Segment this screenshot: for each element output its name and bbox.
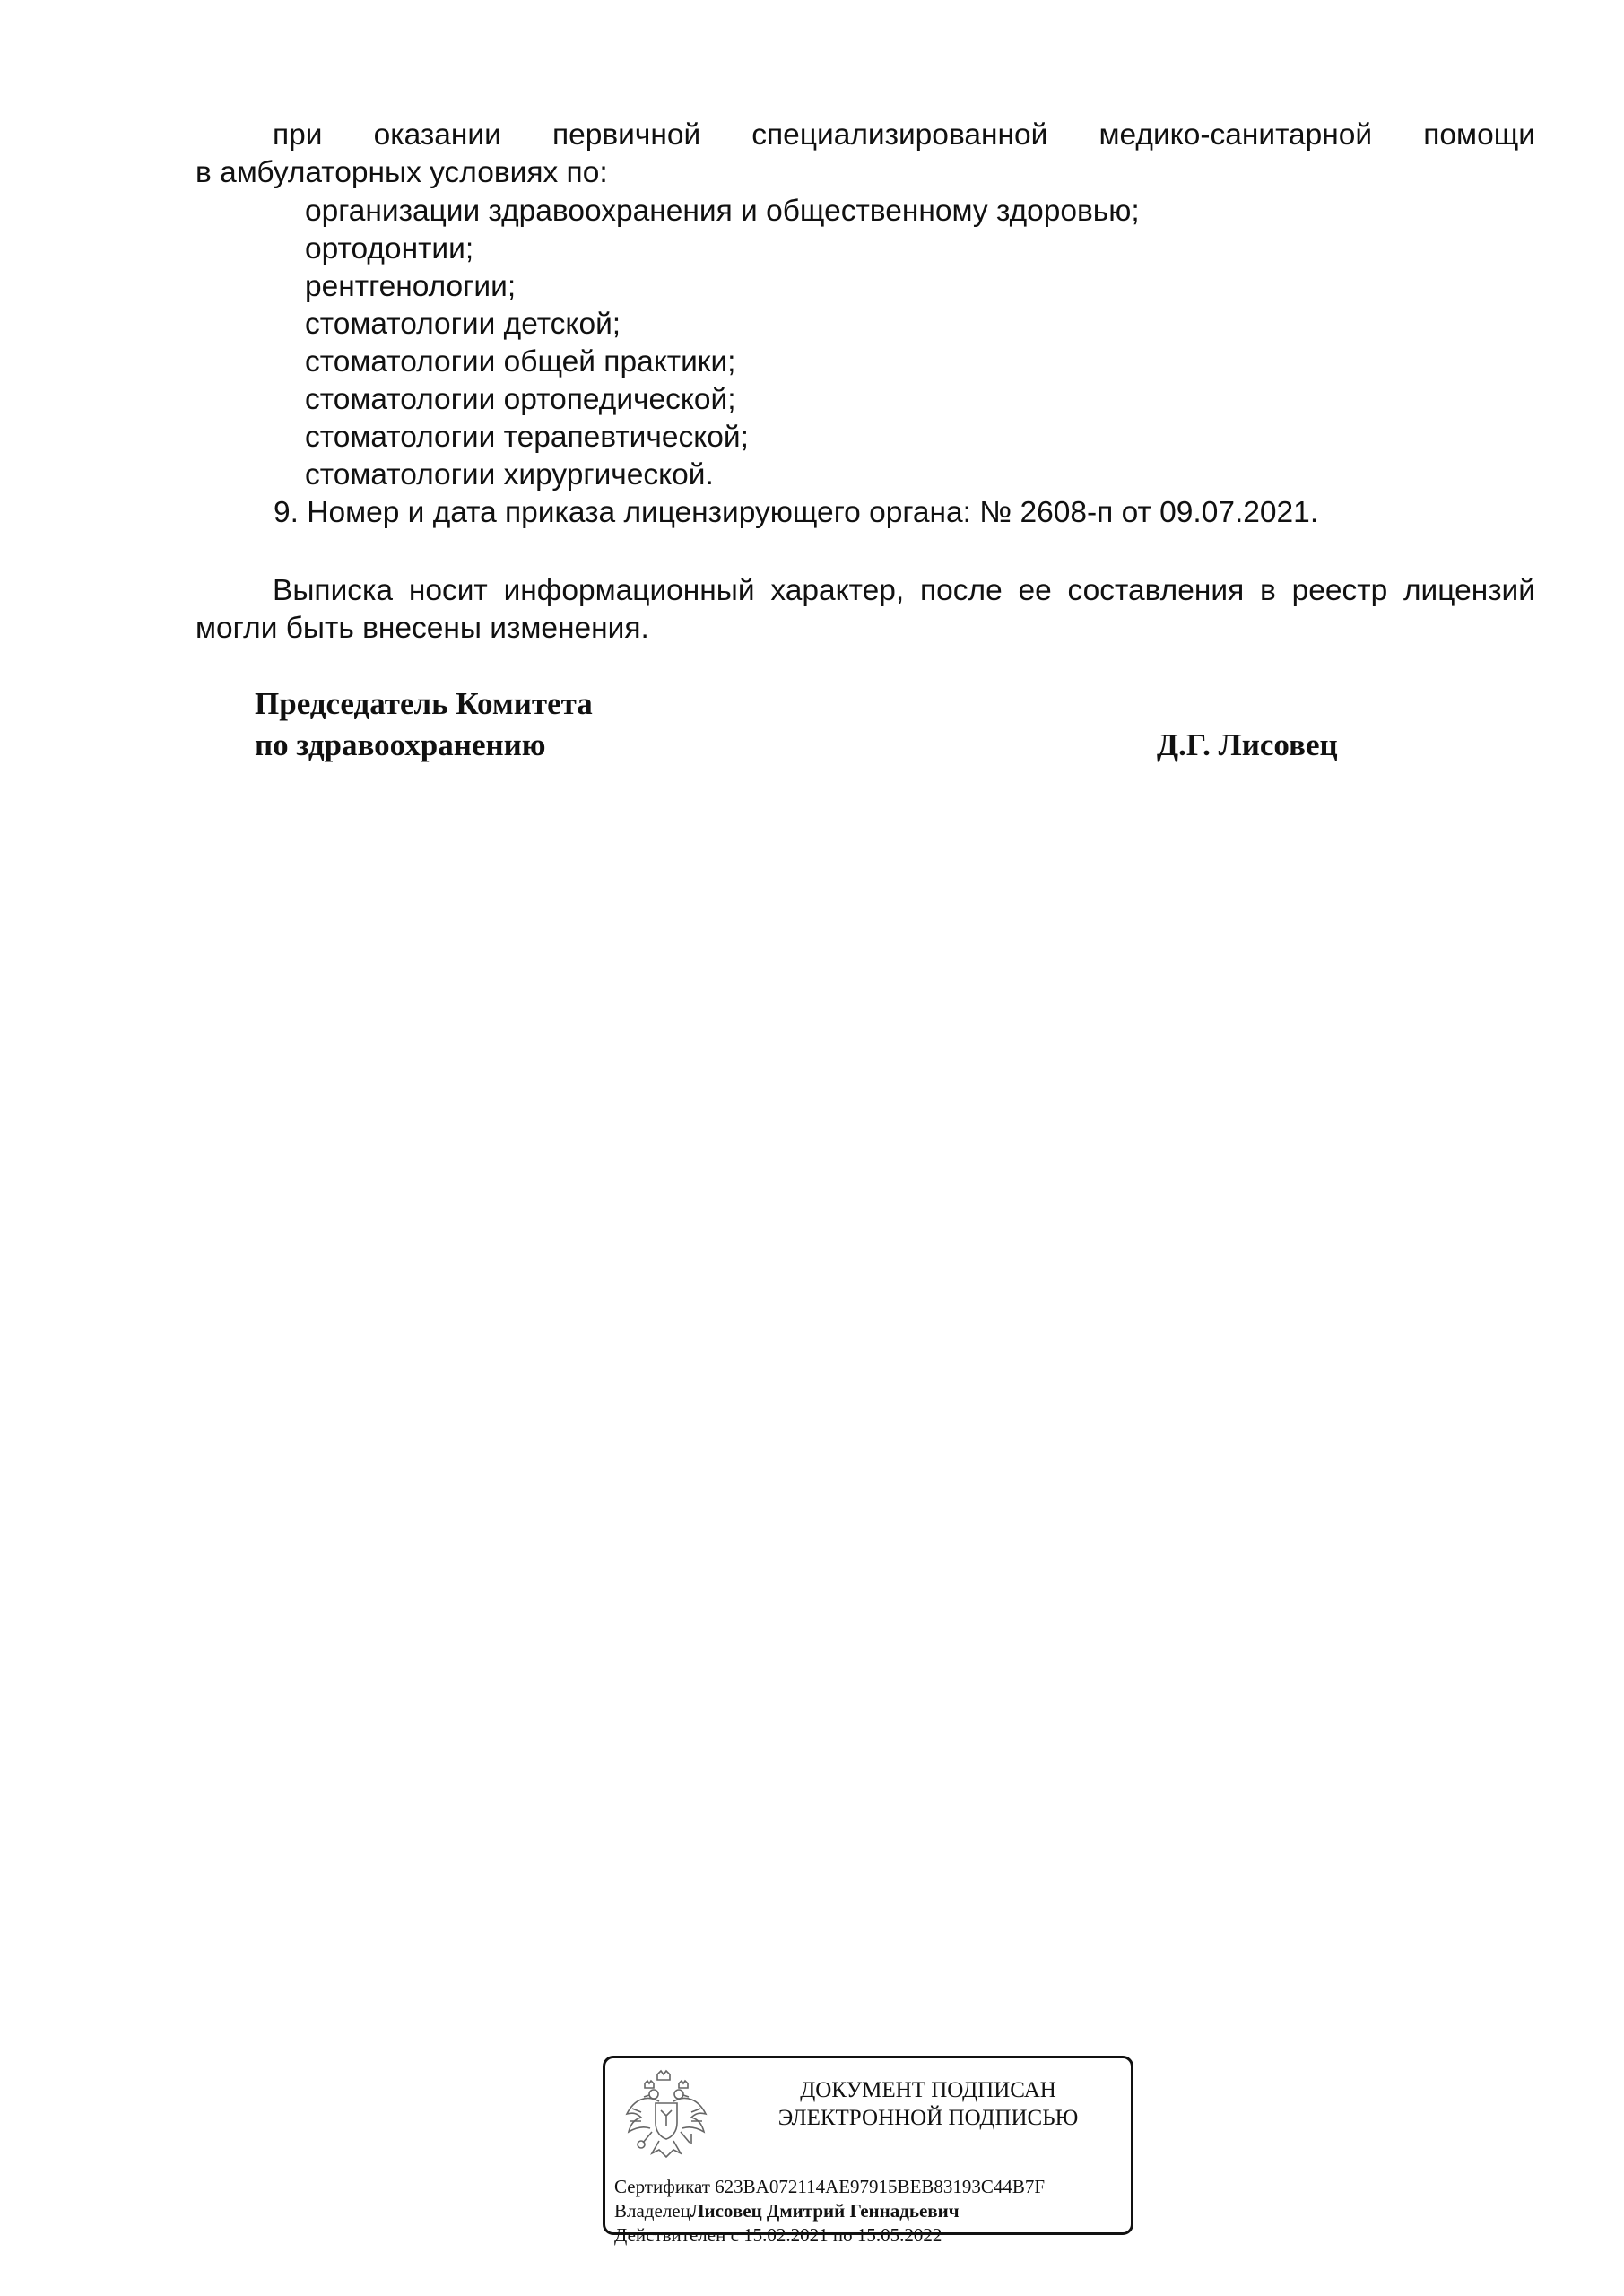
intro-paragraph	[195, 117, 1535, 192]
owner-label: Владелец	[614, 2200, 690, 2222]
list-item: стоматологии ортопедической;	[305, 383, 736, 416]
position-line-1: Председатель Комитета	[255, 686, 593, 721]
stamp-title-line-2: ЭЛЕКТРОННОЙ ПОДПИСЬЮ	[777, 2106, 1079, 2130]
list-item: организации здравоохранения и общественному здоровью;	[305, 195, 1140, 228]
order-number-line: 9. Номер и дата приказа лицензирующего органа: № 2608-п от 09.07.2021.	[274, 496, 1319, 529]
intro-line-1: при оказании первичной специализированной медико-санитарной помощи	[273, 118, 1535, 152]
stamp-details	[614, 2175, 1045, 2248]
list-item: ортодонтии;	[305, 232, 474, 265]
validity-row: Действителен с 15.02.2021 по 15.05.2022	[614, 2224, 942, 2246]
intro-line-2: в амбулаторных условиях по:	[195, 156, 608, 189]
signatory-name: Д.Г. Лисовец	[1157, 727, 1338, 762]
list-item: стоматологии детской;	[305, 308, 621, 341]
owner-value: Лисовец Дмитрий Геннадьевич	[690, 2200, 960, 2222]
note-line-2: могли быть внесены изменения.	[195, 612, 649, 645]
list-item: стоматологии терапевтической;	[305, 421, 749, 454]
coat-of-arms-icon	[623, 2069, 709, 2162]
note-line-1: Выписка носит информационный характер, после ее составления в реестр лицензий	[273, 574, 1535, 607]
stamp-title-line-1: ДОКУМЕНТ ПОДПИСАН	[800, 2078, 1056, 2102]
signatory-position	[255, 683, 593, 766]
informational-note	[195, 572, 1535, 648]
certificate-row	[614, 2175, 1045, 2199]
specialty-list	[305, 193, 1140, 494]
stamp-title	[731, 2076, 1125, 2132]
certificate-value: 623BA072114AE97915BEB83193C44B7F	[715, 2176, 1046, 2197]
list-item: стоматологии общей практики;	[305, 345, 736, 378]
position-line-2: по здравоохранению	[255, 727, 546, 762]
electronic-signature-stamp	[603, 2056, 1133, 2246]
certificate-label: Сертификат	[614, 2176, 716, 2197]
list-item: стоматологии хирургической.	[305, 458, 714, 491]
owner-row	[614, 2199, 1045, 2223]
list-item: рентгенологии;	[305, 270, 517, 303]
